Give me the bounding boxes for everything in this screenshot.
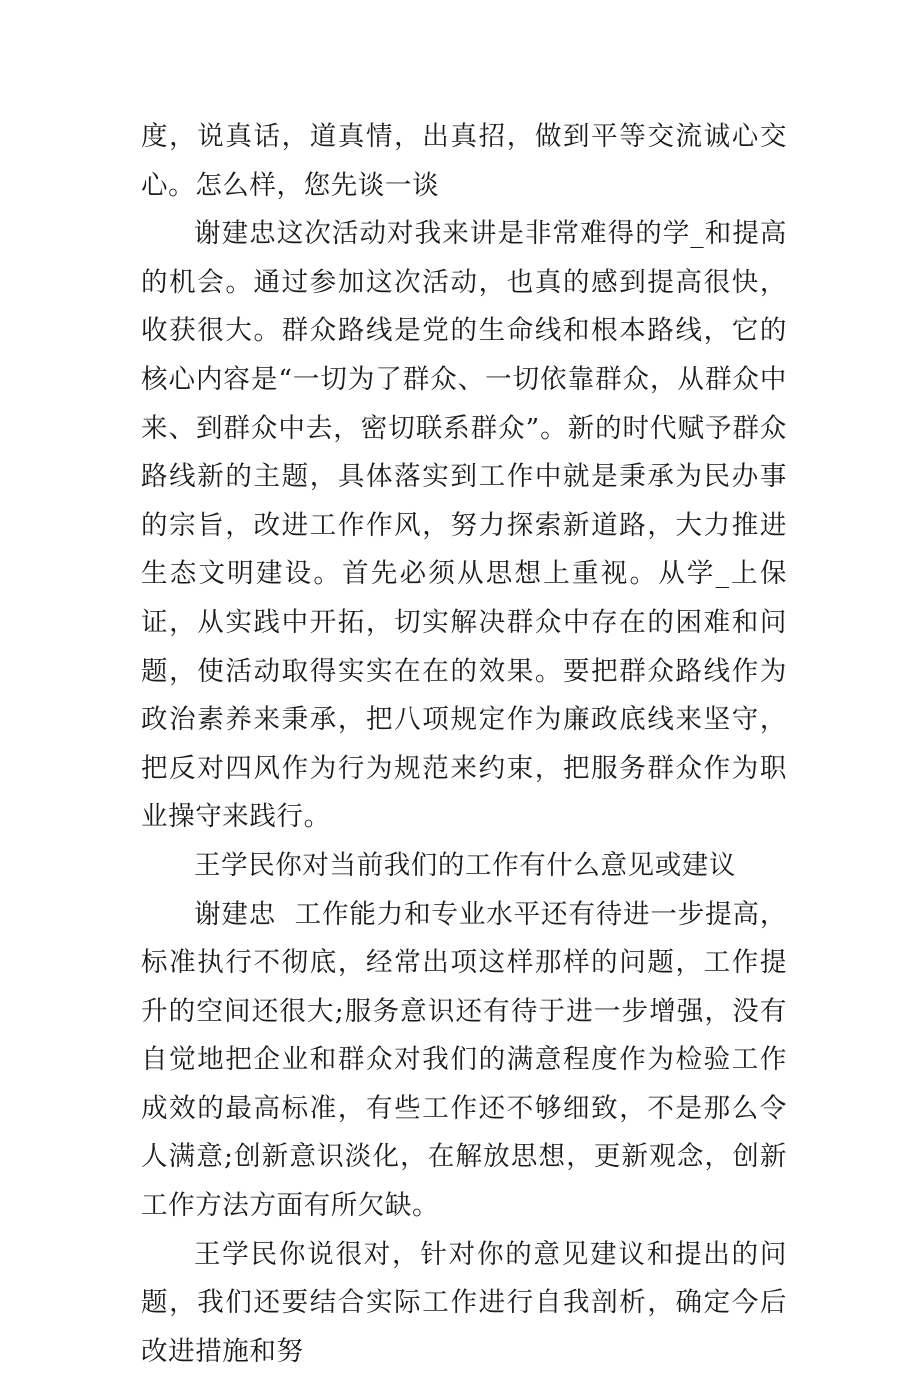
paragraph-wang-xuemin-response: 王学民你说很对，针对你的意见建议和提出的问题，我们还要结合实际工作进行自我剖析，确定今后改进措施和努 bbox=[141, 1238, 787, 1367]
document-body bbox=[141, 113, 787, 1376]
paragraph-wang-xuemin-question: 王学民你对当前我们的工作有什么意见或建议 bbox=[194, 849, 736, 881]
paragraph-xie-jianzhong-opinion: 谢建忠 工作能力和专业水平还有待进一步提高，标准执行不彻底，经常出项这样那样的问题，工作提升的空间还很大;服务意识还有待于进一步增强，没有自觉地把企业和群众对我们的满意程度作为检验工作成效的最高标准，有些工作还不够细致，不是那么令人满意;创新意识淡化，在解放思想，更新观念，创新工作方法方面有所欠缺。 bbox=[141, 898, 787, 1222]
paragraph-continuation: 度，说真话，道真情，出真招，做到平等交流诚心交心。怎么样，您先谈一谈 bbox=[141, 121, 787, 201]
paragraph-xie-jianzhong-reply: 谢建忠这次活动对我来讲是非常难得的学_和提高的机会。通过参加这次活动，也真的感到提高很快，收获很大。群众路线是党的生命线和根本路线，它的核心内容是“一切为了群众、一切依靠群众，从群众中来、到群众中去，密切联系群众”。新的时代赋予群众路线新的主题，具体落实到工作中就是秉承为民办事的宗旨，改进工作作风，努力探索新道路，大力推进生态文明建设。首先必须从思想上重视。从学_上保证，从实践中开拓，切实解决群众中存在的困难和问题，使活动取得实实在在的效果。要把群众路线作为政治素养来秉承，把八项规定作为廉政底线来坚守，把反对四风作为行为规范来约束，把服务群众作为职业操守来践行。 bbox=[141, 218, 787, 833]
